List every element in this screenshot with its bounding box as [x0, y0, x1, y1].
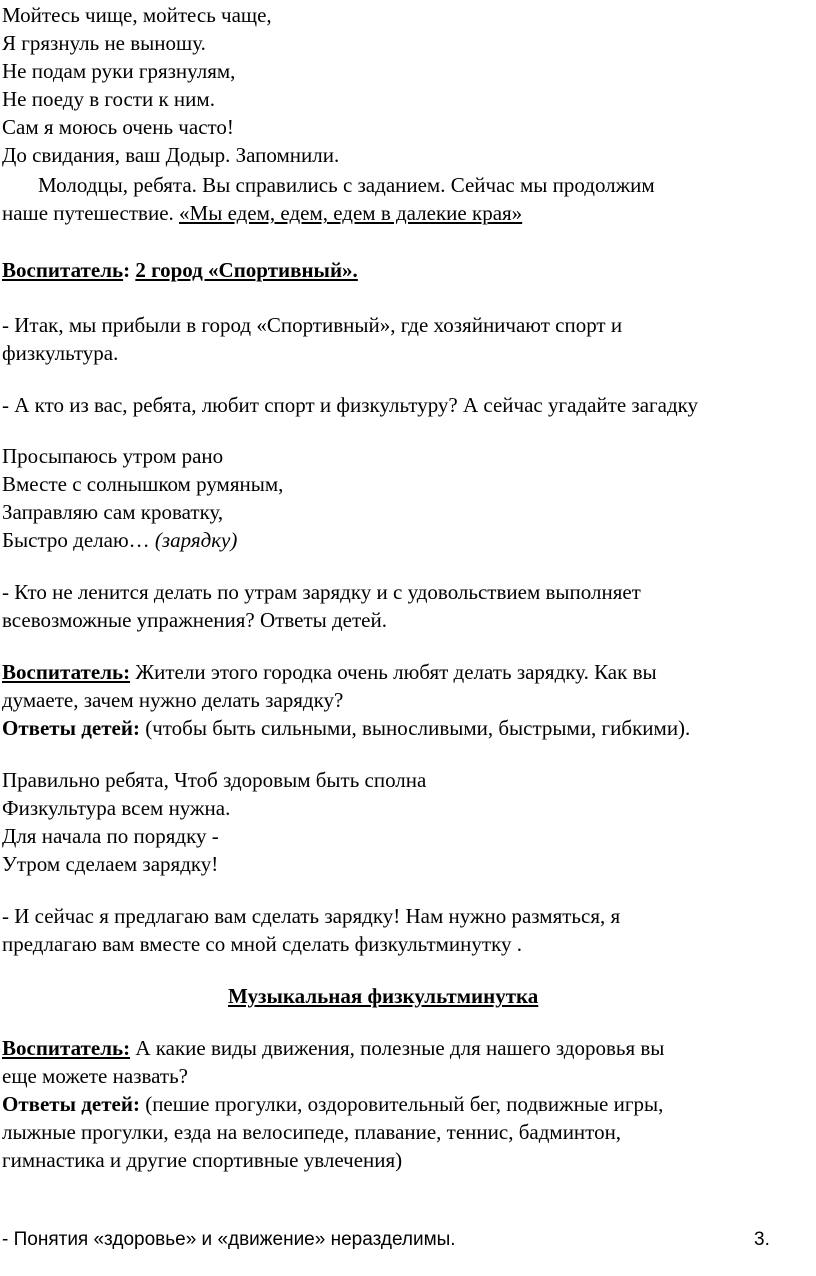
teacher-label: Воспитатель:	[2, 1036, 131, 1060]
dialog-line	[2, 659, 657, 686]
paragraph-line	[2, 200, 522, 227]
riddle-line	[2, 527, 237, 554]
footer-text: - Понятия «здоровье» и «движение» неразделимы.	[2, 1229, 456, 1250]
page-number: 3.	[754, 1229, 770, 1250]
dialog-line: еще можете назвать?	[2, 1064, 188, 1088]
poem-line: До свидания, ваш Додыр. Запомнили.	[2, 143, 340, 167]
kids-label: Ответы детей:	[2, 716, 140, 740]
poem-line: Я грязнуль не выношу.	[2, 31, 206, 55]
paragraph-text: наше путешествие.	[2, 201, 180, 225]
poem-line: Утром сделаем зарядку!	[2, 852, 219, 876]
dialog-line	[2, 715, 690, 742]
poem-line: Не поеду в гости к ним.	[2, 87, 215, 111]
paragraph-line: физкультура.	[2, 341, 119, 365]
poem-line: Мойтесь чище, мойтесь чаще,	[2, 3, 272, 27]
paragraph-line: - Кто не ленится делать по утрам зарядку и с удовольствием выполняет	[2, 580, 641, 604]
poem-line: Для начала по порядку -	[2, 824, 219, 848]
dialog-text: (чтобы быть сильными, выносливыми, быстрыми, гибкими).	[139, 716, 691, 740]
section-heading: Музыкальная физкультминутка	[228, 984, 539, 1008]
section-heading	[2, 257, 358, 284]
riddle-line: Просыпаюсь утром рано	[2, 444, 224, 468]
poem-line: Не подам руки грязнулям,	[2, 59, 236, 83]
dialog-line	[2, 1091, 663, 1118]
heading-title: 2 город «Спортивный».	[135, 258, 358, 282]
riddle-line: Заправляю сам кроватку,	[2, 500, 224, 524]
teacher-label: Воспитатель:	[2, 660, 131, 684]
dialog-line: думаете, зачем нужно делать зарядку?	[2, 688, 344, 712]
paragraph-line: предлагаю вам вместе со мной сделать физкультминутку .	[2, 932, 522, 956]
song-title: «Мы едем, едем, едем в далекие края»	[179, 201, 523, 225]
dialog-line: лыжные прогулки, езда на велосипеде, плавание, теннис, бадминтон,	[2, 1120, 622, 1144]
dialog-line: гимнастика и другие спортивные увлечения)	[2, 1148, 403, 1172]
heading-colon: :	[123, 258, 136, 282]
paragraph-line: - А кто из вас, ребята, любит спорт и физкультуру? А сейчас угадайте загадку	[2, 393, 699, 417]
paragraph-line: Молодцы, ребята. Вы справились с заданием. Сейчас мы продолжим	[38, 173, 655, 197]
heading-label: Воспитатель	[2, 258, 124, 282]
dialog-text: А какие виды движения, полезные для нашего здоровья вы	[130, 1036, 665, 1060]
poem-line: Правильно ребята, Чтоб здоровым быть сполна	[2, 768, 427, 792]
paragraph-line: всевозможные упражнения? Ответы детей.	[2, 608, 387, 632]
poem-line: Физкультура всем нужна.	[2, 796, 231, 820]
riddle-answer: (зарядку)	[154, 528, 238, 552]
riddle-text: Быстро делаю…	[2, 528, 155, 552]
paragraph-line: - Итак, мы прибыли в город «Спортивный», где хозяйничают спорт и	[2, 313, 623, 337]
dialog-text: Жители этого городка очень любят делать зарядку. Как вы	[130, 660, 657, 684]
riddle-line: Вместе с солнышком румяным,	[2, 472, 284, 496]
paragraph-line: - И сейчас я предлагаю вам сделать зарядку! Нам нужно размяться, я	[2, 904, 621, 928]
poem-line: Сам я моюсь очень часто!	[2, 115, 234, 139]
dialog-line	[2, 1035, 664, 1062]
dialog-text: (пешие прогулки, оздоровительный бег, подвижные игры,	[139, 1092, 664, 1116]
kids-label: Ответы детей:	[2, 1092, 140, 1116]
